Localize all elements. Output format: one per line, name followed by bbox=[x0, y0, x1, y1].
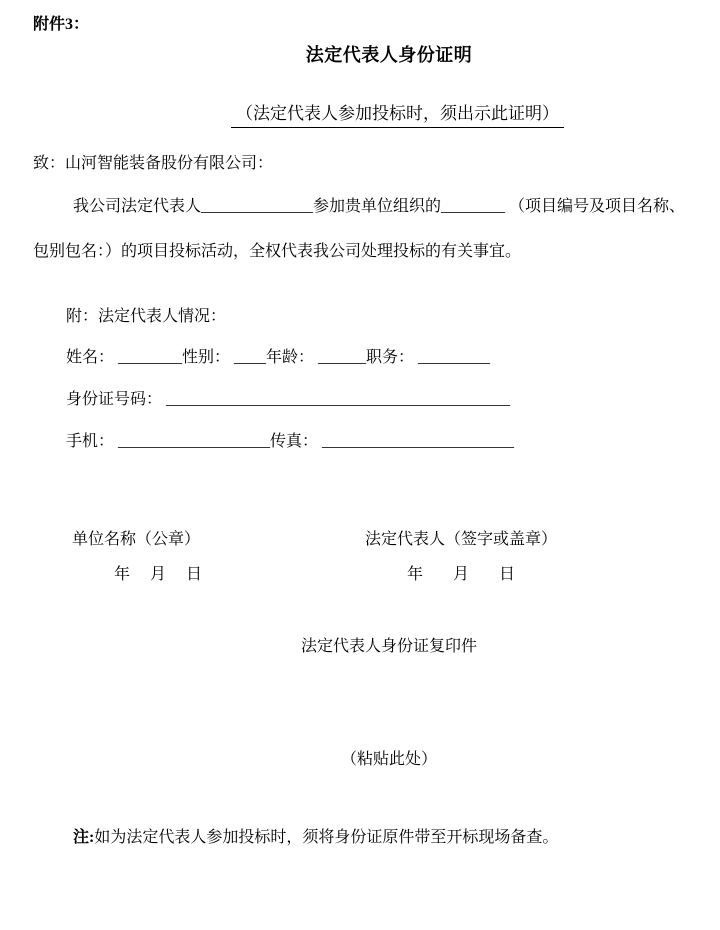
field-line-name-gender-age-title: 姓名： ________性别： ____年龄： ______职务： _________ bbox=[66, 349, 491, 366]
date-line-left: 年 月 日 bbox=[114, 566, 205, 583]
field-line-phone-fax: 手机： ___________________传真： ________________________ bbox=[66, 433, 515, 450]
page-title: 法定代表人身份证明 bbox=[305, 45, 473, 65]
addressee-line: 致：山河智能装备股份有限公司： bbox=[33, 155, 274, 172]
company-seal-label: 单位名称（公章） bbox=[72, 531, 201, 548]
note-text: 如为法定代表人参加投标时，须将身份证原件带至开标现场备查。 bbox=[94, 829, 559, 846]
note-line bbox=[57, 806, 558, 865]
body-paragraph-line-2: 包别包名：）的项目投标活动，全权代表我公司处理投标的有关事宜。 bbox=[33, 243, 522, 260]
date-line-right: 年 月 日 bbox=[407, 566, 523, 583]
representative-info-heading: 附：法定代表人情况： bbox=[66, 308, 227, 325]
attachment-label: 附件3： bbox=[33, 16, 90, 33]
field-line-id-number: 身份证号码： ___________________________________________ bbox=[66, 391, 511, 408]
page-subtitle: （法定代表人参加投标时，须出示此证明） bbox=[231, 99, 564, 128]
paste-here-label: （粘贴此处） bbox=[340, 751, 437, 768]
note-prefix: 注: bbox=[73, 829, 95, 846]
subtitle-row bbox=[0, 79, 720, 148]
id-copy-title: 法定代表人身份证复印件 bbox=[300, 638, 477, 655]
representative-signature-label: 法定代表人（签字或盖章） bbox=[365, 531, 558, 548]
body-paragraph-line-1: 我公司法定代表人______________参加贵单位组织的________ （项目编号及项目名称、 bbox=[73, 198, 686, 215]
